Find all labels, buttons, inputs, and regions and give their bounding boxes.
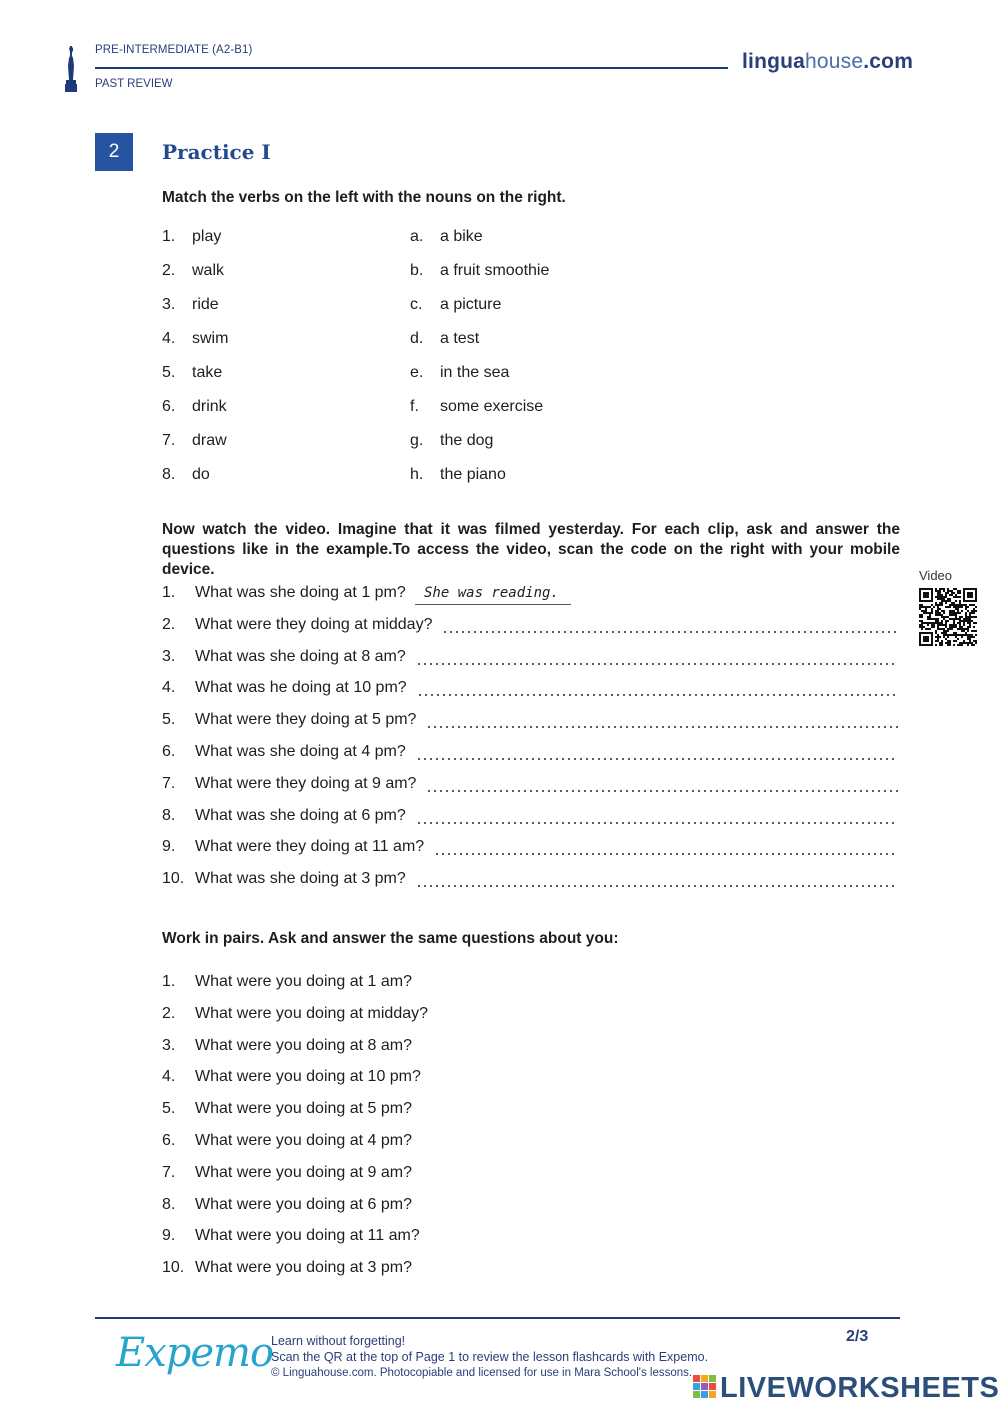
brand-logo: [742, 50, 913, 74]
brand-part-1: lingua: [742, 50, 806, 73]
verb-item-text: do: [192, 466, 210, 483]
video-question-number: 6.: [162, 743, 176, 760]
video-question-number: 8.: [162, 806, 176, 824]
video-question: [162, 775, 900, 797]
pairs-question-text: What were you doing at 5 pm?: [195, 1100, 413, 1118]
pairs-question-number: 10.: [162, 1259, 185, 1277]
noun-item-text: some exercise: [440, 398, 544, 415]
pairs-question-number: 8.: [162, 1195, 176, 1213]
example-answer: She was reading.: [415, 583, 571, 605]
verb-item: [162, 466, 362, 488]
pairs-question-text: What were you doing at 6 pm?: [195, 1195, 413, 1213]
answer-line[interactable]: [416, 663, 898, 665]
verb-item: [162, 432, 362, 454]
answer-line[interactable]: [416, 758, 898, 760]
video-question: [162, 679, 900, 701]
verb-item-text: swim: [192, 330, 229, 347]
noun-item: [410, 262, 710, 284]
video-question-text: What were they doing at midday?: [195, 615, 433, 633]
section-number-badge: 2: [95, 133, 133, 171]
answer-line[interactable]: [434, 853, 898, 855]
noun-item: [410, 228, 710, 250]
verb-item-number: 5.: [162, 364, 176, 381]
video-question: [162, 743, 900, 765]
brand-part-3: .com: [863, 50, 914, 73]
noun-item-number: c.: [410, 296, 423, 313]
noun-item: [410, 432, 710, 454]
noun-item-text: a picture: [440, 296, 502, 313]
footer-tagline: Learn without forgetting!: [271, 1334, 406, 1348]
answer-line[interactable]: [426, 790, 898, 792]
noun-item-text: the dog: [440, 432, 494, 449]
pairs-question-text: What were you doing at 9 am?: [195, 1163, 413, 1181]
verb-item: [162, 364, 362, 386]
noun-item-text: in the sea: [440, 364, 510, 381]
verb-item: [162, 228, 362, 250]
liveworksheets-icon: [693, 1375, 717, 1405]
video-question: [162, 807, 900, 829]
pairs-question-number: 7.: [162, 1163, 176, 1181]
video-question: [162, 648, 900, 670]
match-instruction: Match the verbs on the left with the nouns on the right.: [162, 189, 566, 206]
verb-item-text: play: [192, 228, 222, 245]
answer-line[interactable]: [417, 694, 898, 696]
noun-item-number: g.: [410, 432, 424, 449]
qr-label: Video: [919, 568, 953, 583]
pairs-question: [162, 1227, 900, 1249]
video-question: [162, 711, 900, 733]
video-question-text: What was she doing at 6 pm?: [195, 806, 406, 824]
noun-item-number: f.: [410, 398, 419, 415]
pairs-question: [162, 1005, 900, 1027]
verb-item: [162, 398, 362, 420]
pairs-question: [162, 1132, 900, 1154]
video-question-number: 5.: [162, 711, 176, 729]
video-instruction: Now watch the video. Imagine that it was filmed yesterday. For each clip, ask and answer the questions like in the example.To access the video, scan the code on the right with your mobile device.: [162, 521, 900, 578]
pairs-question-number: 6.: [162, 1132, 176, 1149]
verb-item: [162, 330, 362, 352]
video-question-number: 9.: [162, 838, 176, 856]
noun-item: [410, 364, 710, 386]
noun-item: [410, 330, 710, 352]
verb-item-text: drink: [192, 398, 227, 415]
pairs-question-number: 9.: [162, 1227, 176, 1245]
video-question-number: 4.: [162, 679, 176, 697]
answer-line[interactable]: [416, 885, 898, 887]
pairs-question: [162, 1100, 900, 1122]
footer-divider: [95, 1317, 900, 1319]
brand-part-2: house: [805, 50, 864, 73]
verb-item-text: ride: [192, 296, 219, 313]
lesson-topic: PAST REVIEW: [95, 78, 173, 90]
noun-item-text: a fruit smoothie: [440, 262, 550, 279]
noun-item-text: the piano: [440, 466, 506, 483]
video-question-text: What was she doing at 8 am?: [195, 647, 406, 665]
pairs-question: [162, 1164, 900, 1186]
pairs-question: [162, 1259, 900, 1281]
video-question-text: What was she doing at 3 pm?: [195, 870, 406, 888]
verb-item-number: 6.: [162, 398, 176, 415]
pairs-question: [162, 973, 900, 995]
header-divider: [95, 67, 728, 69]
pairs-question-text: What were you doing at 3 pm?: [195, 1259, 413, 1277]
pairs-instruction: Work in pairs. Ask and answer the same questions about you:: [162, 930, 619, 947]
video-question-text: What was she doing at 4 pm?: [195, 743, 406, 760]
verb-item-number: 2.: [162, 262, 176, 279]
verb-item-text: draw: [192, 432, 227, 449]
verb-item-number: 1.: [162, 228, 176, 245]
pairs-question-number: 4.: [162, 1068, 176, 1086]
verb-item-number: 8.: [162, 466, 176, 483]
pairs-question-number: 2.: [162, 1004, 176, 1022]
footer-copyright: © Linguahouse.com. Photocopiable and licensed for use in Mara School's lessons.: [271, 1367, 693, 1379]
pairs-question-text: What were you doing at 1 am?: [195, 973, 413, 990]
pairs-question-text: What were you doing at 8 am?: [195, 1036, 413, 1054]
video-question: [162, 870, 900, 892]
verb-item: [162, 262, 362, 284]
video-question-number: 10.: [162, 870, 185, 888]
video-question-number: 7.: [162, 774, 176, 792]
video-question-number: 3.: [162, 647, 176, 665]
verb-item-text: take: [192, 364, 223, 381]
pairs-question: [162, 1037, 900, 1059]
answer-line[interactable]: [416, 822, 898, 824]
course-level: PRE-INTERMEDIATE (A2-B1): [95, 44, 253, 56]
video-question-text: What was he doing at 10 pm?: [195, 679, 407, 697]
verb-item-number: 4.: [162, 330, 176, 347]
video-question: [162, 838, 900, 860]
expemo-logo: Expemo: [116, 1330, 274, 1376]
verb-item-number: 3.: [162, 296, 176, 313]
pairs-question-text: What were you doing at midday?: [195, 1004, 429, 1022]
pairs-question-number: 5.: [162, 1100, 176, 1118]
section-title: Practice I: [162, 140, 271, 164]
pairs-question-number: 3.: [162, 1036, 176, 1054]
noun-item-number: e.: [410, 364, 424, 381]
statue-of-liberty-icon: [60, 46, 82, 92]
noun-item-number: a.: [410, 228, 424, 245]
verb-item-text: walk: [192, 262, 225, 279]
page-number: 2/3: [846, 1328, 869, 1345]
noun-item-number: h.: [410, 466, 424, 483]
noun-item: [410, 296, 710, 318]
video-question: [162, 616, 900, 638]
pairs-question: [162, 1196, 900, 1218]
verb-item-number: 7.: [162, 432, 176, 449]
video-question-text: What were they doing at 9 am?: [195, 774, 417, 792]
video-question-text: What were they doing at 11 am?: [195, 838, 425, 856]
noun-item: [410, 466, 710, 488]
answer-line[interactable]: [442, 631, 898, 633]
noun-item-number: b.: [410, 262, 424, 279]
pairs-question-number: 1.: [162, 973, 176, 990]
video-question-text: What were they doing at 5 pm?: [195, 711, 417, 729]
noun-item-text: a bike: [440, 228, 483, 245]
noun-item-text: a test: [440, 330, 480, 347]
verb-item: [162, 296, 362, 318]
pairs-question: [162, 1068, 900, 1090]
video-question-text: What was she doing at 1 pm?: [195, 584, 406, 601]
answer-line[interactable]: [426, 726, 898, 728]
footer-scan-note: Scan the QR at the top of Page 1 to review the lesson flashcards with Expemo.: [271, 1350, 709, 1364]
liveworksheets-watermark: LIVEWORKSHEETS: [720, 1372, 1000, 1404]
pairs-question-text: What were you doing at 4 pm?: [195, 1132, 413, 1149]
video-question-number: 1.: [162, 584, 176, 601]
noun-item-number: d.: [410, 330, 424, 347]
noun-item: [410, 398, 710, 420]
pairs-question-text: What were you doing at 11 am?: [195, 1227, 420, 1245]
video-question-number: 2.: [162, 615, 176, 633]
video-qr-code[interactable]: [919, 588, 977, 646]
pairs-question-text: What were you doing at 10 pm?: [195, 1068, 421, 1086]
